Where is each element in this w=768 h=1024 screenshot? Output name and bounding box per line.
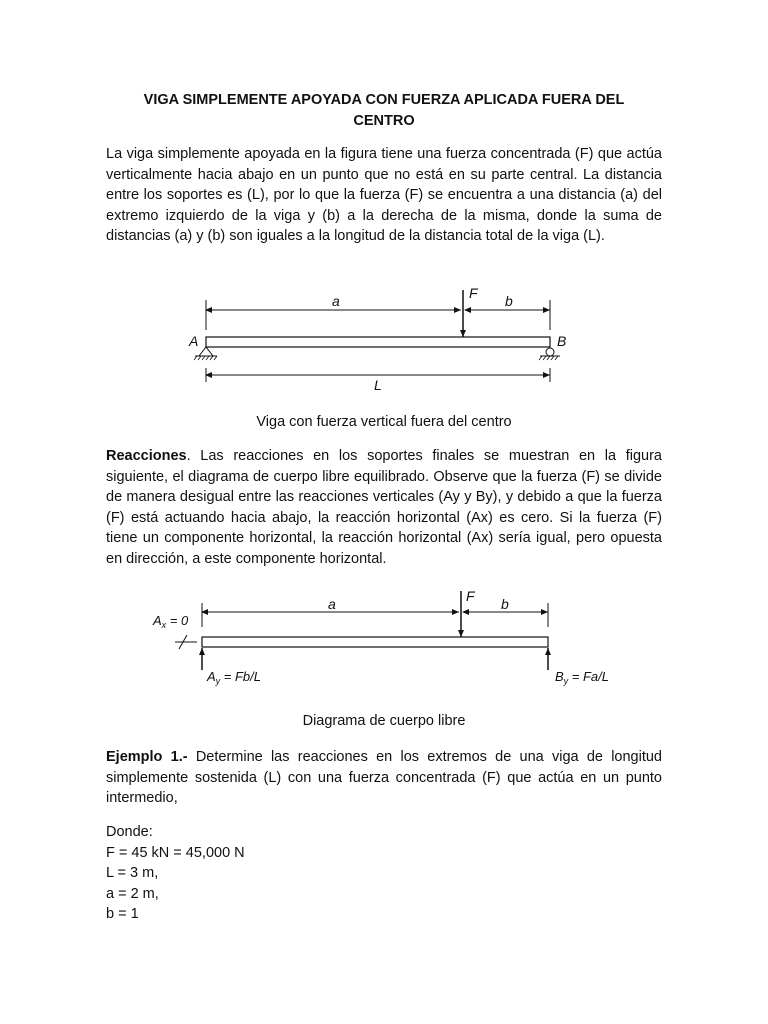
label-L: L [374, 377, 382, 392]
reacciones-body: . Las reacciones en los soportes finales se muestran en la figura siguiente, el diagrama de cuerpo libre equilibrado. Observe que la fuerza (F) se divide de manera desigual entre las reacciones verticales (Ay y By), y debido a que la fuerza (F) está actuando hacia abajo, la reacción horizontal (Ax) es cero. Si la fuerza (F) tiene un componente horizontal, la reacción horizontal (Ax) sería igual, pero opuesta en dirección, a este componente horizontal. [106, 448, 662, 567]
fbd-beam [202, 637, 548, 647]
title-line-2: CENTRO [353, 113, 415, 129]
donde-item: L = 3 m, [106, 865, 159, 882]
free-body-figure [145, 585, 625, 695]
label-a: a [332, 293, 340, 309]
intro-paragraph: La viga simplemente apoyada en la figura tiene una fuerza concentrada (F) que actúa verticalmente hacia abajo en un punto que no está en su parte central. La distancia entre los soportes es (L), por lo que la fuerza (F) se encuentra a una distancia (a) del extremo izquierdo de la viga y (b) a la derecha de la misma, donde la suma de distancias (a) y (b) son iguales a la longitud de la distancia total de la viga (L). [106, 146, 662, 245]
support-b [546, 348, 554, 356]
figure1-caption: Viga con fuerza vertical fuera del centro [256, 414, 512, 430]
ejemplo-paragraph [106, 747, 662, 809]
title-line-1: VIGA SIMPLEMENTE APOYADA CON FUERZA APLICADA FUERA DEL [143, 92, 625, 108]
fbd-label-F: F [466, 588, 475, 604]
ejemplo-body: Determine las reacciones en los extremos de una viga de longitud simplemente sostenida (L) con una fuerza concentrada (F) que actúa en un punto intermedio, [106, 749, 662, 807]
ejemplo-heading: Ejemplo 1.- [106, 749, 188, 765]
figure2-caption: Diagrama de cuerpo libre [302, 713, 466, 729]
beam [206, 337, 550, 347]
label-F: F [469, 285, 478, 301]
reacciones-heading: Reacciones [106, 448, 187, 464]
support-a [199, 347, 213, 356]
donde-block [106, 822, 245, 925]
page-title [106, 90, 662, 132]
donde-label: Donde: [106, 824, 153, 840]
fbd-label-b: b [501, 596, 509, 612]
reacciones-paragraph [106, 446, 662, 570]
by-label: $B_y = Fa/L$ [555, 669, 609, 686]
label-B: B [557, 333, 567, 349]
donde-item: F = 45 kN = 45,000 N [106, 844, 245, 861]
donde-item: a = 2 m, [106, 885, 159, 902]
fbd-label-a: a [328, 596, 336, 612]
ay-label: $A_y = Fb/L$ [207, 669, 261, 686]
label-b: b [505, 293, 513, 309]
donde-item: b = 1 [106, 906, 139, 923]
beam-figure [180, 282, 580, 392]
label-A: A [189, 333, 199, 349]
ax-label: $A_x = 0$ [153, 613, 189, 630]
